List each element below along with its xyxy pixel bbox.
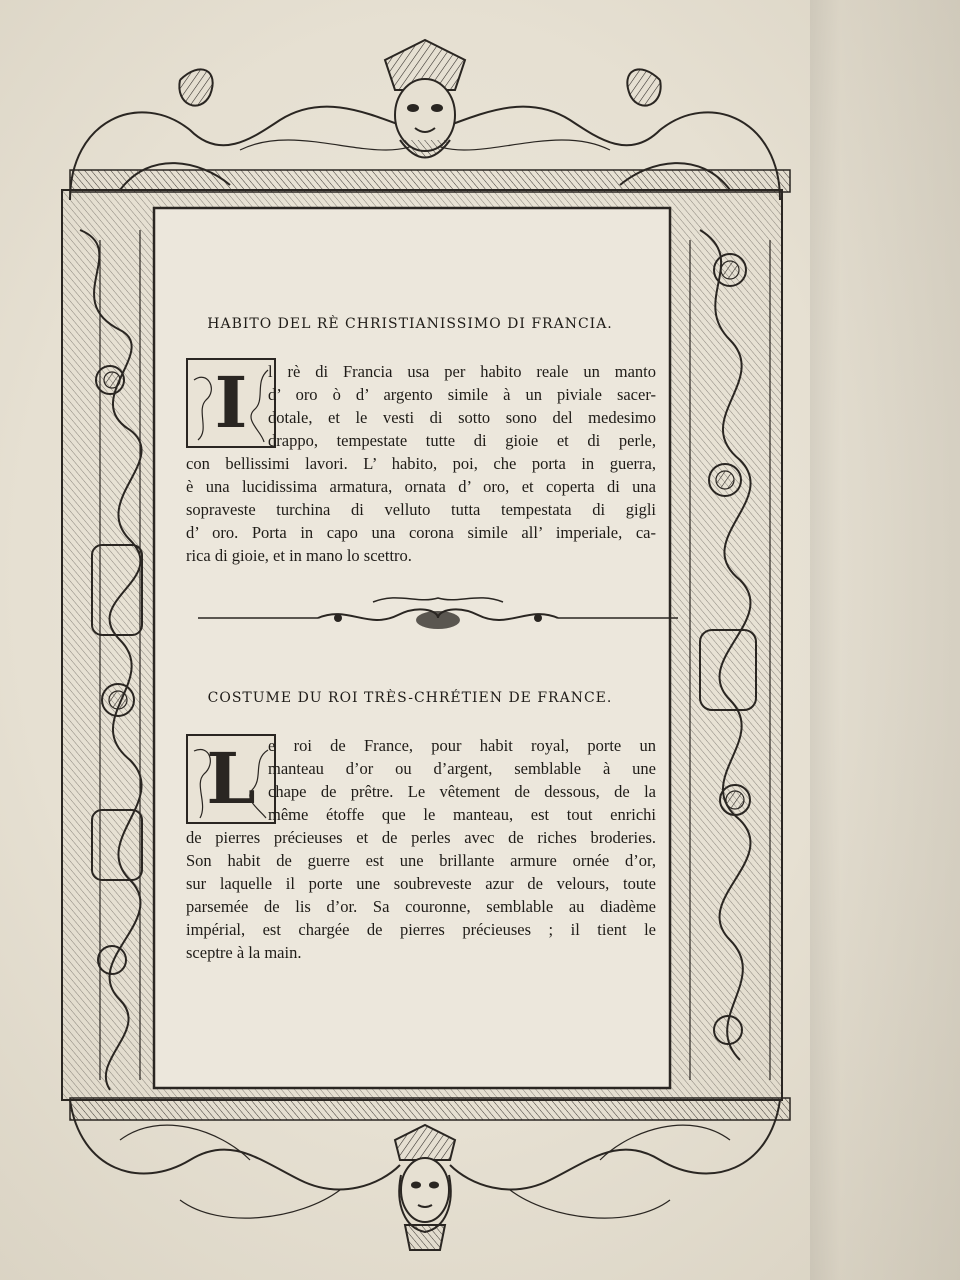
- grotesque-mask-ornament: [385, 40, 465, 158]
- french-heading: COSTUME DU ROI TRÈS-CHRÉTIEN DE FRANCE.: [207, 690, 613, 706]
- text-line: chape de prêtre. Le vêtement de dessous, de la: [268, 782, 656, 801]
- text-line: dotale, et le vesti di sotto sono del medesimo: [268, 408, 656, 427]
- italian-paragraph: [186, 360, 656, 567]
- ornamental-divider: [198, 590, 678, 640]
- text-line: sceptre à la main.: [186, 943, 302, 962]
- italian-heading: HABITO DEL RÈ CHRISTIANISSIMO DI FRANCIA.: [207, 316, 613, 332]
- text-line: l rè di Francia usa per habito reale un manto: [268, 362, 656, 381]
- female-head-ornament: [395, 1125, 455, 1250]
- dropcap-letter: I: [214, 361, 248, 444]
- text-line: è una lucidissima armatura, ornata d’ oro, et coperta di una: [186, 477, 656, 496]
- text-line: impérial, est chargée de pierres précieuses ; il tient le: [186, 920, 656, 939]
- text-line: parsemée de lis d’or. Sa couronne, semblable au diadème: [186, 897, 656, 916]
- french-paragraph: [186, 734, 656, 964]
- dropcap-letter: L: [206, 737, 256, 820]
- text-line: con bellissimi lavori. L’ habito, poi, che porta in guerra,: [186, 454, 656, 473]
- text-line: sur laquelle il porte une soubreveste azur de velours, toute: [186, 874, 656, 893]
- text-line: Son habit de guerre est une brillante armure ornée d’or,: [186, 851, 656, 870]
- text-line: même étoffe que le manteau, est tout enrichi: [268, 805, 656, 824]
- text-line: e roi de France, pour habit royal, porte un: [268, 736, 656, 755]
- text-line: d’ oro. Porta in capo una corona simile all’ imperiale, ca-: [186, 523, 656, 542]
- text-line: de pierres précieuses et de perles avec de riches broderies.: [186, 828, 656, 847]
- text-line: d’ oro ò d’ argento simile à un piviale sacer-: [268, 385, 656, 404]
- text-line: drappo, tempestate tutte di gioie et di perle,: [268, 431, 656, 450]
- text-line: manteau d’or ou d’argent, semblable à une: [268, 759, 656, 778]
- text-line: sopraveste turchina di velluto tutta tempestata di gigli: [186, 500, 656, 519]
- text-line: rica di gioie, et in mano lo scettro.: [186, 546, 412, 565]
